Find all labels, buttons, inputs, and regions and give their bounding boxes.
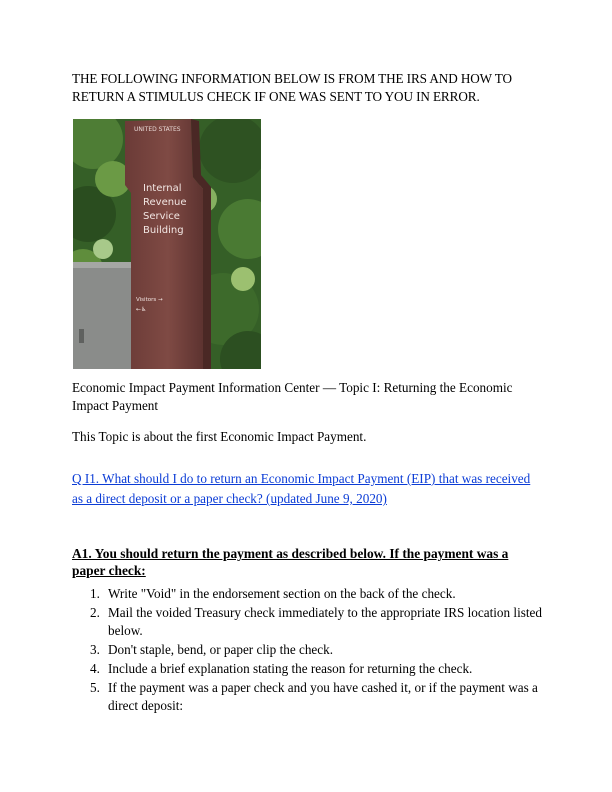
page-heading: THE FOLLOWING INFORMATION BELOW IS FROM THE IRS AND HOW TO RETURN A STIMULUS CHECK IF ONE WAS SENT TO YOU IN ERROR. [72,71,512,104]
return-steps-list [72,585,542,716]
topic-caption: Economic Impact Payment Information Center — Topic I: Returning the Economic Impact Payment [72,380,513,413]
sign-accessibility-text: ←♿ [136,306,147,313]
sign-line-4: Building [143,225,184,236]
answer-heading: A1. You should return the payment as described below. If the payment was a paper check: [72,546,509,578]
list-item [72,660,542,678]
topic-intro: This Topic is about the first Economic Impact Payment. [72,429,367,444]
sign-line-2: Revenue [143,197,187,208]
list-item [72,641,542,659]
step-text: Write "Void" in the endorsement section on the back of the check. [108,586,456,601]
sign-top-text: UNITED STATES [134,126,181,133]
step-text: Include a brief explanation stating the reason for returning the check. [108,661,473,676]
list-item [72,585,542,603]
step-text: Mail the voided Treasury check immediately to the appropriate IRS location listed below. [108,605,542,638]
question-link[interactable]: Q I1. What should I do to return an Economic Impact Payment (EIP) that was received as a direct deposit or a paper check? (updated June 9, 2020) [72,471,531,506]
list-item [72,679,542,715]
step-number: 1. [90,586,100,601]
sign-line-1: Internal [143,183,182,194]
step-number: 4. [90,661,100,676]
step-number: 3. [90,642,100,657]
step-number: 5. [90,680,100,695]
step-text: Don't staple, bend, or paper clip the check. [108,642,334,657]
list-item [72,604,542,640]
sign-visitors-text: Visitors → [136,297,163,303]
step-number: 2. [90,605,100,620]
step-text: If the payment was a paper check and you have cashed it, or if the payment was a direct deposit: [108,680,538,713]
irs-building-sign-photo [73,119,261,369]
sign-line-3: Service [143,211,180,222]
